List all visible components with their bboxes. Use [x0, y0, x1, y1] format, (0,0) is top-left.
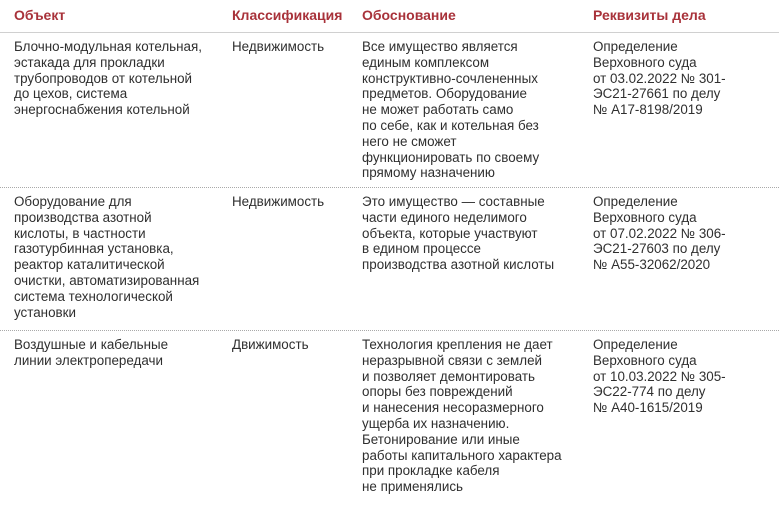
header-object: Объект	[14, 7, 66, 23]
header-classification: Классификация	[232, 7, 343, 23]
cell-classification: Движимость	[232, 337, 309, 352]
cell-object: Оборудование для производства азотной кислоты, в частности газотурбинная установка, реактор каталитической очистки, автоматизированная система технологической установки	[14, 194, 200, 320]
cell-case-details: Определение Верховного суда от 10.03.2022 № 305- ЭС22-774 по делу № А40-1615/2019	[593, 337, 726, 416]
cell-justification: Технология крепления не дает неразрывной связи с землей и позволяет демонтировать опоры без повреждений и нанесения несоразмерного ущерба их назначению. Бетонирование или иные работы капитального характера при прокладке кабеля не применялись	[362, 337, 562, 495]
table-header	[0, 0, 779, 33]
table-row	[0, 33, 779, 188]
header-justification: Обоснование	[362, 7, 456, 23]
header-case-details: Реквизиты дела	[593, 7, 706, 23]
cell-case-details: Определение Верховного суда от 07.02.2022 № 306- ЭС21-27603 по делу № А55-32062/2020	[593, 194, 726, 273]
cell-justification: Все имущество является единым комплексом конструктивно-сочлененных предметов. Оборудование не может работать само по себе, как и котельная без него не сможет функционировать по своему прямому назначению	[362, 39, 540, 181]
cell-justification: Это имущество — составные части единого неделимого объекта, которые участвуют в едином процессе производства азотной кислоты	[362, 194, 555, 273]
cell-object: Блочно-модульная котельная, эстакада для прокладки трубопроводов от котельной до цехов, система энергоснабжения котельной	[14, 39, 202, 118]
table-row	[0, 331, 779, 507]
cell-classification: Недвижимость	[232, 194, 325, 209]
cell-classification: Недвижимость	[232, 39, 325, 54]
cell-object: Воздушные и кабельные линии электропередачи	[14, 337, 169, 368]
cell-case-details: Определение Верховного суда от 03.02.2022 № 301- ЭС21-27661 по делу № А17-8198/2019	[593, 39, 726, 118]
table-row	[0, 188, 779, 331]
